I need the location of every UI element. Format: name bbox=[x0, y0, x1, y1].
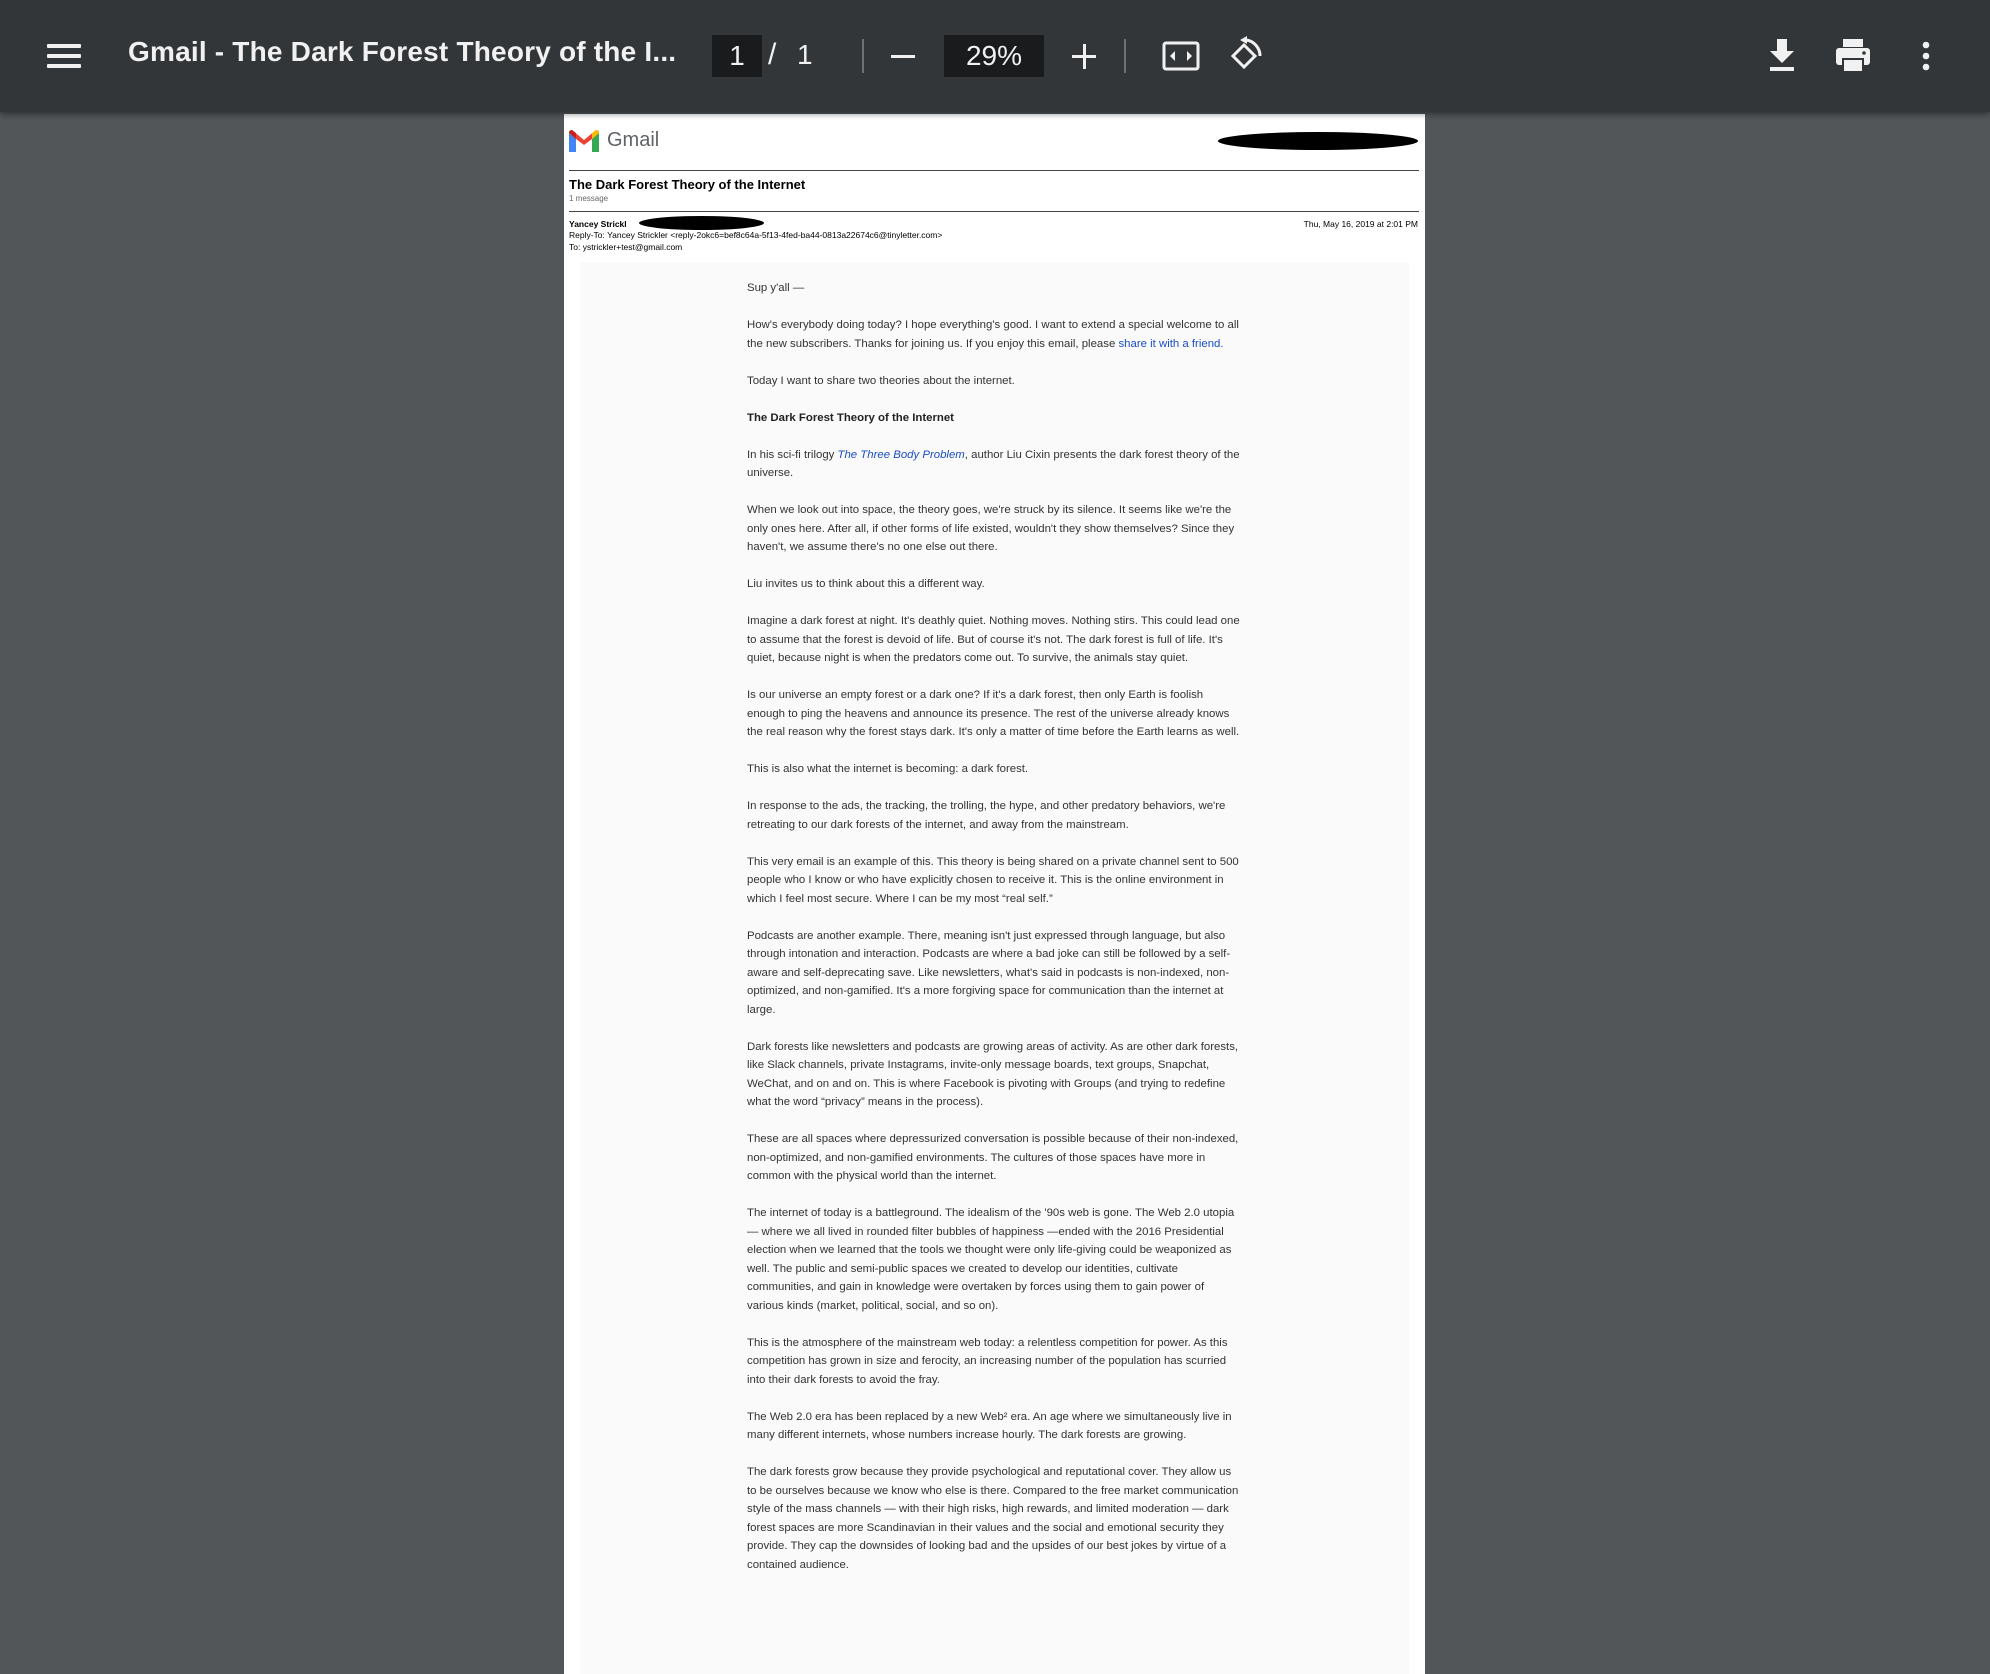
paragraph bbox=[747, 446, 1242, 483]
sent-date: Thu, May 16, 2019 at 2:01 PM bbox=[1303, 219, 1418, 229]
pdf-toolbar bbox=[0, 0, 1990, 112]
paragraph: Liu invites us to think about this a different way. bbox=[747, 578, 985, 590]
gmail-logo-icon bbox=[569, 130, 599, 152]
paragraph-text: In his sci-fi trilogy bbox=[747, 448, 838, 461]
document-title: Gmail - The Dark Forest Theory of the I... bbox=[128, 36, 677, 67]
page-separator: / bbox=[768, 38, 777, 71]
page-total: 1 bbox=[797, 39, 813, 70]
gmail-wordmark: Gmail bbox=[607, 129, 660, 151]
menu-icon[interactable] bbox=[34, 28, 94, 84]
message-count: 1 message bbox=[569, 194, 609, 203]
paragraph: Is our universe an empty forest or a dark one? If it's a dark forest, then only Earth is foolish enough to ping the heavens and announce its presence. The rest of the universe already knows the real reason why the forest stays dark. It's only a matter of time before the Earth learns as well. bbox=[747, 689, 1240, 738]
link-period: . bbox=[1220, 337, 1224, 350]
paragraph: Dark forests like newsletters and podcasts are growing areas of activity. As are other dark forests, like Slack channels, private Instagrams, invite-only message boards, text groups, Snapchat, WeChat, and on and on. This is where Facebook is pivoting with Groups (and trying to redefine what the word “privacy” means in the process). bbox=[747, 1040, 1239, 1108]
share-link[interactable]: share it with a friend bbox=[1118, 337, 1221, 350]
toolbar-divider bbox=[862, 39, 864, 73]
paragraph: Today I want to share two theories about the internet. bbox=[747, 374, 1015, 387]
paragraph: The Web 2.0 era has been replaced by a new Web² era. An age where we simultaneously live in many different internets, whose numbers increase hourly. The dark forests are growing. bbox=[747, 1410, 1232, 1441]
paragraph: Podcasts are another example. There, meaning isn't just expressed through language, but also through intonation and interaction. Podcasts are where a bad joke can still be followed by a self-aware and self-deprecating save. Like newsletters, what's said in podcasts is non-indexed, non-optimized, and non-gamified. It's a more forgiving space for communication than the internet at large. bbox=[747, 929, 1231, 1016]
page-number-input[interactable]: 1 bbox=[712, 35, 762, 77]
reply-to-line: Reply-To: Yancey Strickler <reply-2okc6=bef8c64a-5f13-4fed-ba44-0813a22674c6@tinyletter.com> bbox=[569, 230, 943, 240]
to-line: To: ystrickler+test@gmail.com bbox=[569, 242, 683, 252]
sender-name: Yancey Strickl bbox=[569, 219, 627, 229]
section-heading: The Dark Forest Theory of the Internet bbox=[747, 411, 954, 424]
paragraph: When we look out into space, the theory goes, we're struck by its silence. It seems like we're the only ones here. After all, if other forms of life existed, wouldn't they show themselves? Since they haven't, we assume there's no one else out there. bbox=[747, 504, 1235, 553]
paragraph: These are all spaces where depressurized conversation is possible because of their non-indexed, non-optimized, and non-gamified environments. The cultures of those spaces have more in common with the physical world than the internet. bbox=[747, 1133, 1239, 1182]
divider bbox=[569, 211, 1419, 212]
divider bbox=[569, 170, 1419, 171]
paragraph: This very email is an example of this. This theory is being shared on a private channel sent to 500 people who I know or who have explicitly chosen to receive it. This is the online environment in which I feel most secure. Where I can be my most “real self.” bbox=[747, 855, 1239, 905]
zoom-input[interactable]: 29% bbox=[944, 35, 1044, 77]
pdf-page bbox=[564, 114, 1425, 1674]
email-body bbox=[747, 279, 1242, 1593]
email-subject: The Dark Forest Theory of the Internet bbox=[569, 177, 806, 192]
paragraph: The internet of today is a battleground. The idealism of the '90s web is gone. The Web 2.0 utopia — where we all lived in rounded filter bubbles of happiness —ended with the 2016 Presidential election when we learned that the tools we thought were only life-giving could be weaponized as well. The public and semi-public spaces we created to develop our identities, cultivate communities, and gain in knowledge were overtaken by forces using them to gain power of various kinds (market, political, social, and so on). bbox=[747, 1207, 1235, 1312]
paragraph-text: How's everybody doing today? I hope everything's good. I want to extend a special welcome to all the new subscribers. Thanks for joining us. If you enjoy this email, please bbox=[747, 319, 1239, 350]
download-icon[interactable] bbox=[1760, 34, 1804, 78]
paragraph bbox=[747, 316, 1242, 353]
paragraph: This is also what the internet is becoming: a dark forest. bbox=[747, 763, 1029, 775]
paragraph: The dark forests grow because they provide psychological and reputational cover. They allow us to be ourselves because we know who else is there. Compared to the free market communication style of the mass channels — with their high risks, high rewards, and limited moderation — dark forest spaces are more Scandinavian in their values and the social and emotional security they provide. They cap the downsides of looking bad and the upsides of our best jokes by virtue of a contained audience. bbox=[747, 1466, 1239, 1571]
print-icon[interactable] bbox=[1831, 34, 1875, 78]
greeting: Sup y'all — bbox=[747, 282, 805, 294]
redaction-mark bbox=[639, 216, 764, 230]
toolbar-divider bbox=[1124, 39, 1126, 73]
paragraph-text: , author Liu Cixin presents the dark forest theory of the universe. bbox=[747, 448, 1240, 479]
zoom-out-icon[interactable] bbox=[888, 38, 918, 74]
paragraph: Imagine a dark forest at night. It's deathly quiet. Nothing moves. Nothing stirs. This could lead one to assume that the forest is devoid of life. But of course it's not. The dark forest is full of life. It's quiet, because night is when the predators come out. To survive, the animals stay quiet. bbox=[747, 615, 1240, 664]
zoom-in-icon[interactable] bbox=[1069, 38, 1099, 74]
paragraph: This is the atmosphere of the mainstream web today: a relentless competition for power. As this competition has grown in size and ferocity, an increasing number of the population has scurried into their dark forests to avoid the fray. bbox=[747, 1336, 1228, 1386]
rotate-icon[interactable] bbox=[1222, 34, 1266, 78]
paragraph: In response to the ads, the tracking, the trolling, the hype, and other predatory behaviors, we're retreating to our dark forests of the internet, and away from the mainstream. bbox=[747, 800, 1226, 831]
more-vert-icon[interactable] bbox=[1904, 34, 1948, 78]
book-link[interactable]: The Three Body Problem bbox=[837, 448, 965, 461]
fit-to-page-icon[interactable] bbox=[1159, 34, 1203, 78]
redaction-mark bbox=[1218, 132, 1418, 150]
